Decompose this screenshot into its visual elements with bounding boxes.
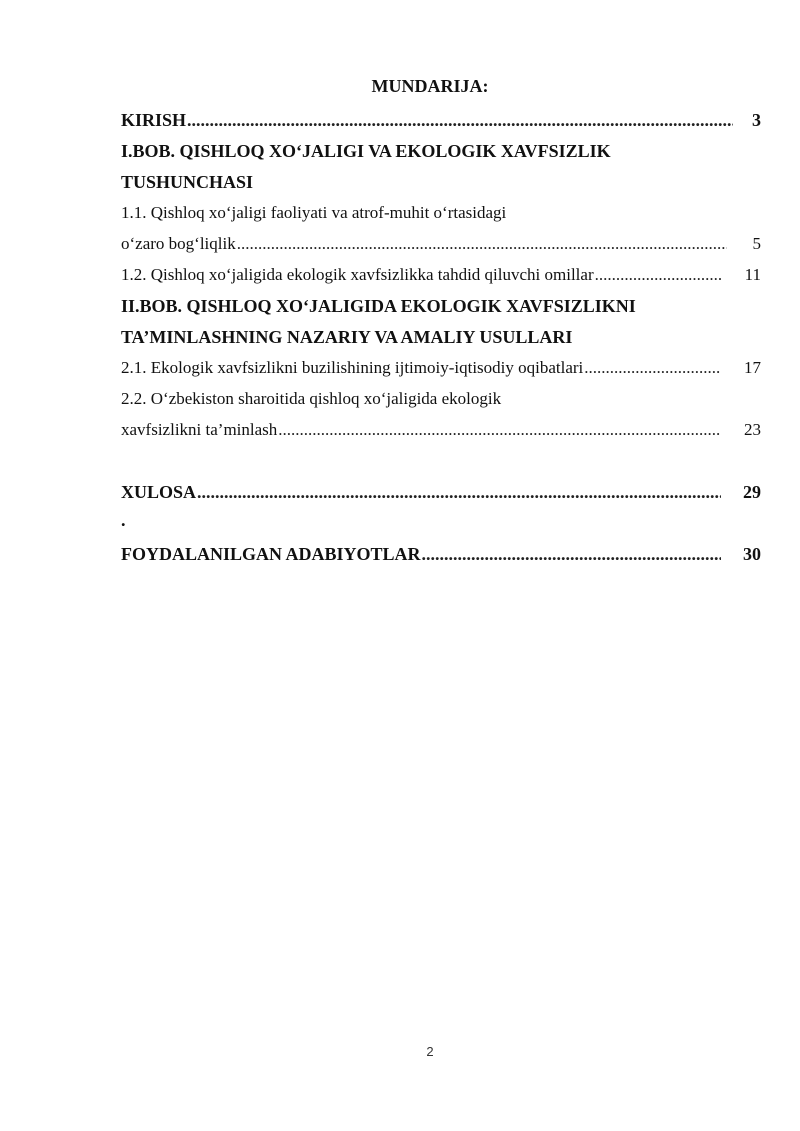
toc-entry-text: FOYDALANILGAN ADABIYOTLAR xyxy=(121,544,421,564)
toc-entry-text: 2.1. Ekologik xavfsizlikni buzilishining ijtimoiy-iqtisodiy oqibatlari xyxy=(121,358,584,377)
chapter-2-heading: II.BOB. QISHLOQ XO‘JALIGIDA EKOLOGIK XAVFSIZLIKNI xyxy=(121,296,636,316)
toc-page-number: 29 xyxy=(743,482,761,502)
toc-page-number: 3 xyxy=(752,110,761,130)
section-1-1-heading: 1.1. Qishloq xo‘jaligi faoliyati va atrof-muhit o‘rtasidagi xyxy=(121,203,507,222)
toc-entry-1-1 xyxy=(121,232,761,256)
dot-leader xyxy=(595,263,721,287)
page-number: 2 xyxy=(426,1044,434,1059)
toc-entry-kirish xyxy=(121,108,761,132)
dot-leader xyxy=(187,108,733,132)
toc-page-number: 23 xyxy=(744,420,761,439)
toc-entry-adabiyotlar xyxy=(121,542,761,566)
toc-page-number: 5 xyxy=(752,234,761,253)
dot-leader xyxy=(278,418,721,442)
dot-leader xyxy=(197,480,721,504)
chapter-1-heading-cont: TUSHUNCHASI xyxy=(121,172,254,192)
chapter-2-heading-cont: TA’MINLASHNING NAZARIY VA AMALIY USULLARI xyxy=(121,327,573,347)
dot-leader xyxy=(584,356,721,380)
toc-entry-1-2 xyxy=(121,263,761,287)
chapter-1-heading: I.BOB. QISHLOQ XO‘JALIGI VA EKOLOGIK XAVFSIZLIK xyxy=(121,141,611,161)
toc-entry-2-1 xyxy=(121,356,761,380)
stray-dot: . xyxy=(121,510,126,530)
toc-entry-text: o‘zaro bog‘liqlik xyxy=(121,234,236,253)
toc-entry-text: 1.2. Qishloq xo‘jaligida ekologik xavfsizlikka tahdid qiluvchi omillar xyxy=(121,265,594,284)
toc-entry-2-2 xyxy=(121,418,761,442)
toc-page-number: 30 xyxy=(743,544,761,564)
toc-entry-text: xavfsizlikni ta’minlash xyxy=(121,420,278,439)
toc-entry-text: XULOSA xyxy=(121,482,197,502)
toc-page-number: 11 xyxy=(744,265,761,284)
toc-page-number: 17 xyxy=(744,358,761,377)
dot-leader xyxy=(237,232,727,256)
toc-entry-text: KIRISH xyxy=(121,110,187,130)
dot-leader xyxy=(422,542,721,566)
section-2-2-heading: 2.2. O‘zbekiston sharoitida qishloq xo‘jaligida ekologik xyxy=(121,389,502,408)
toc-title: MUNDARIJA: xyxy=(371,76,489,96)
toc-entry-xulosa xyxy=(121,480,761,504)
